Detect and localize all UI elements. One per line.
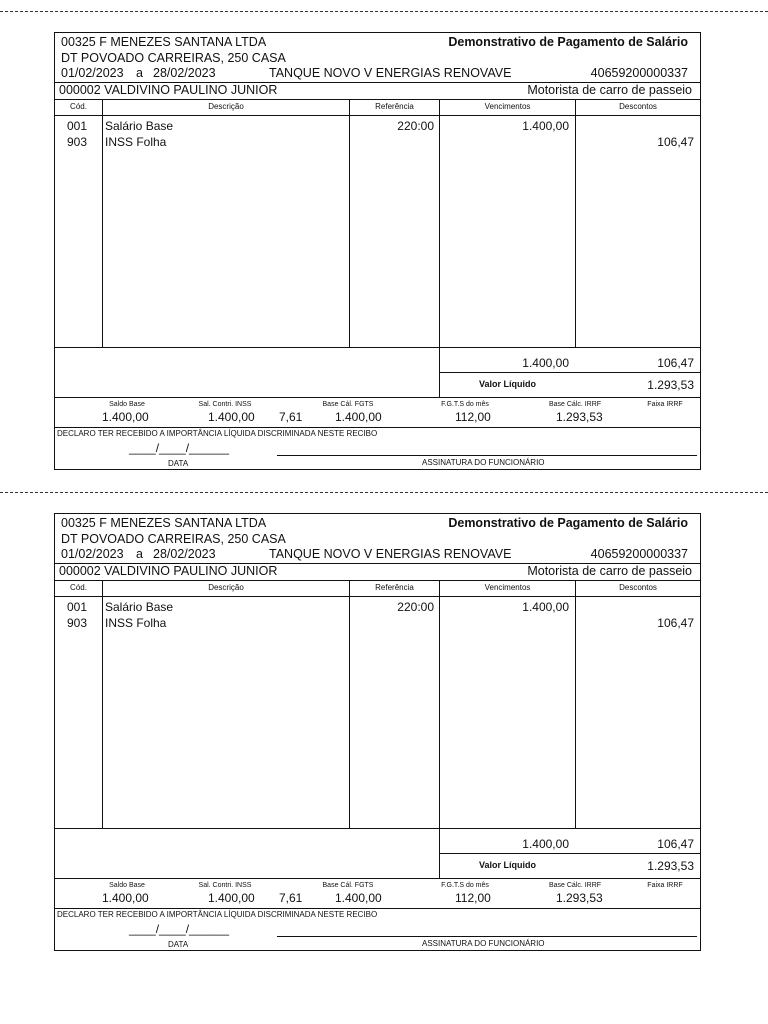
value-inss-rate: 7,61 — [279, 891, 303, 905]
company-address: DT POVOADO CARREIRAS, 250 CASA — [61, 532, 286, 546]
label-fgts-month: F.G.T.S do mês — [441, 882, 489, 889]
cnpj-number: 40659200000337 — [590, 66, 688, 80]
date-blank[interactable]: ____/____/______ — [129, 922, 230, 936]
item-reference: 220:00 — [397, 600, 434, 614]
label-fgts-base: Base Cál. FGTS — [322, 882, 374, 889]
label-fgts-base: Base Cál. FGTS — [322, 401, 374, 408]
value-inss-rate: 7,61 — [279, 410, 303, 424]
column-line — [575, 580, 576, 828]
receipt-declaration: DECLARO TER RECEBIDO A IMPORTÂNCIA LÍQUIDA DISCRIMINADA NESTE RECIBO — [57, 910, 378, 919]
label-fgts-month: F.G.T.S do mês — [441, 401, 489, 408]
signature-line[interactable] — [277, 936, 697, 937]
net-pay-label: Valor Líquido — [478, 379, 536, 389]
column-line — [102, 580, 103, 828]
divider — [439, 853, 700, 854]
divider — [55, 580, 700, 581]
value-fgts-base: 1.400,00 — [335, 410, 382, 424]
header-earnings: Vencimentos — [484, 583, 531, 592]
divider — [55, 908, 700, 909]
period-separator: a — [136, 66, 143, 80]
employee-role: Motorista de carro de passeio — [527, 564, 692, 578]
label-base-salary: Saldo Base — [109, 882, 145, 889]
item-code: 001 — [67, 119, 88, 133]
label-inss-base: Sal. Contri. INSS — [198, 882, 252, 889]
column-line — [349, 580, 350, 828]
total-deductions: 106,47 — [657, 837, 694, 851]
item-description: Salário Base — [105, 119, 174, 133]
header-reference: Referência — [375, 102, 414, 111]
column-line — [439, 99, 440, 397]
date-label: DATA — [168, 459, 189, 468]
item-deductions: 106,47 — [657, 616, 694, 630]
payslip-2 — [54, 513, 701, 951]
header-deductions: Descontos — [619, 102, 657, 111]
net-pay-label: Valor Líquido — [478, 860, 536, 870]
value-inss-base: 1.400,00 — [208, 891, 255, 905]
date-label: DATA — [168, 940, 189, 949]
signature-label: ASSINATURA DO FUNCIONÁRIO — [422, 939, 545, 948]
header-description: Descrição — [208, 102, 244, 111]
divider — [55, 596, 700, 597]
net-pay-value: 1.293,53 — [647, 859, 694, 873]
header-code: Cód. — [70, 102, 87, 111]
company-name: 00325 F MENEZES SANTANA LTDA — [61, 516, 267, 530]
period-end: 28/02/2023 — [153, 66, 216, 80]
value-base-salary: 1.400,00 — [102, 410, 149, 424]
value-fgts-base: 1.400,00 — [335, 891, 382, 905]
total-deductions: 106,47 — [657, 356, 694, 370]
value-fgts-month: 112,00 — [455, 891, 491, 905]
branch-name: TANQUE NOVO V ENERGIAS RENOVAVE — [269, 66, 512, 80]
total-earnings: 1.400,00 — [522, 356, 569, 370]
value-irrf-base: 1.293,53 — [556, 891, 603, 905]
header-deductions: Descontos — [619, 583, 657, 592]
column-line — [102, 99, 103, 347]
header-code: Cód. — [70, 583, 87, 592]
item-description: INSS Folha — [105, 616, 167, 630]
divider — [55, 397, 700, 398]
divider — [55, 115, 700, 116]
branch-name: TANQUE NOVO V ENERGIAS RENOVAVE — [269, 547, 512, 561]
net-pay-value: 1.293,53 — [647, 378, 694, 392]
item-code: 903 — [67, 135, 88, 149]
total-earnings: 1.400,00 — [522, 837, 569, 851]
period-start: 01/02/2023 — [61, 547, 124, 561]
item-deductions: 106,47 — [657, 135, 694, 149]
employee-role: Motorista de carro de passeio — [527, 83, 692, 97]
label-irrf-bracket: Faixa IRRF — [647, 401, 683, 408]
header-earnings: Vencimentos — [484, 102, 531, 111]
label-base-salary: Saldo Base — [109, 401, 145, 408]
period-separator: a — [136, 547, 143, 561]
value-irrf-base: 1.293,53 — [556, 410, 603, 424]
cnpj-number: 40659200000337 — [590, 547, 688, 561]
period-start: 01/02/2023 — [61, 66, 124, 80]
divider — [55, 347, 700, 348]
divider — [439, 372, 700, 373]
receipt-declaration: DECLARO TER RECEBIDO A IMPORTÂNCIA LÍQUIDA DISCRIMINADA NESTE RECIBO — [57, 429, 378, 438]
column-line — [349, 99, 350, 347]
header-reference: Referência — [375, 583, 414, 592]
cut-line-middle — [0, 492, 768, 493]
item-description: Salário Base — [105, 600, 174, 614]
value-inss-base: 1.400,00 — [208, 410, 255, 424]
company-address: DT POVOADO CARREIRAS, 250 CASA — [61, 51, 286, 65]
document-title: Demonstrativo de Pagamento de Salário — [448, 35, 688, 49]
value-fgts-month: 112,00 — [455, 410, 491, 424]
signature-label: ASSINATURA DO FUNCIONÁRIO — [422, 458, 545, 467]
divider — [55, 99, 700, 100]
label-irrf-base: Base Cálc. IRRF — [548, 882, 602, 889]
divider — [55, 828, 700, 829]
date-blank[interactable]: ____/____/______ — [129, 441, 230, 455]
column-line — [439, 580, 440, 878]
item-code: 903 — [67, 616, 88, 630]
divider — [55, 878, 700, 879]
label-irrf-base: Base Cálc. IRRF — [548, 401, 602, 408]
value-base-salary: 1.400,00 — [102, 891, 149, 905]
label-irrf-bracket: Faixa IRRF — [647, 882, 683, 889]
divider — [55, 427, 700, 428]
item-description: INSS Folha — [105, 135, 167, 149]
employee-name: 000002 VALDIVINO PAULINO JUNIOR — [59, 83, 278, 97]
payslip-1 — [54, 32, 701, 470]
employee-name: 000002 VALDIVINO PAULINO JUNIOR — [59, 564, 278, 578]
signature-line[interactable] — [277, 455, 697, 456]
header-description: Descrição — [208, 583, 244, 592]
cut-line-top — [0, 11, 768, 12]
column-line — [575, 99, 576, 347]
item-earnings: 1.400,00 — [522, 119, 569, 133]
period-end: 28/02/2023 — [153, 547, 216, 561]
label-inss-base: Sal. Contri. INSS — [198, 401, 252, 408]
item-code: 001 — [67, 600, 88, 614]
company-name: 00325 F MENEZES SANTANA LTDA — [61, 35, 267, 49]
item-reference: 220:00 — [397, 119, 434, 133]
document-title: Demonstrativo de Pagamento de Salário — [448, 516, 688, 530]
item-earnings: 1.400,00 — [522, 600, 569, 614]
